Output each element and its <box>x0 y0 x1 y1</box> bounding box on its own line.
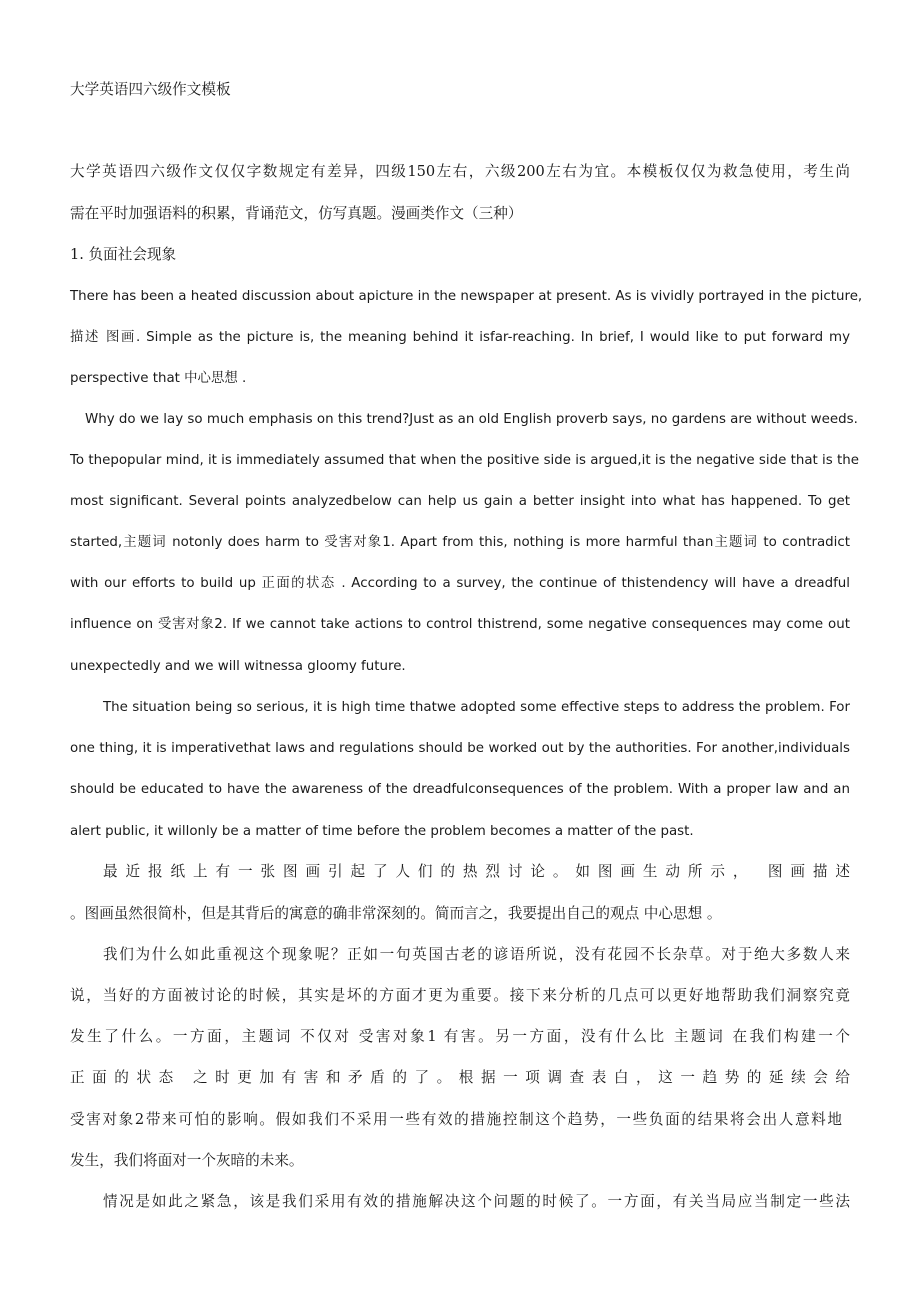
zh-para2-line-2: 说，当好的方面被讨论的时候，其实是坏的方面才更为重要。接下来分析的几点可以更好地帮助我们洞察究竟 <box>70 987 850 1004</box>
en-para1-line-2: 描述 图画. Simple as the picture is, the meaning behind it isfar-reaching. In brief, I would like to put forward my <box>70 330 850 345</box>
en-para2-line-6: influence on 受害对象2. If we cannot take actions to control thistrend, some negative consequences may come out <box>70 617 850 632</box>
zh-para2-line-6: 发生，我们将面对一个灰暗的未来。 <box>70 1152 304 1169</box>
intro-line-1: 大学英语四六级作文仅仅字数规定有差异，四级150左右，六级200左右为宜。本模板仅仅为救急使用，考生尚 <box>70 163 850 180</box>
zh-para2-line-5: 受害对象2带来可怕的影响。假如我们不采用一些有效的措施控制这个趋势，一些负面的结果将会出人意料地 <box>70 1111 842 1128</box>
zh-para1-line-2: 。图画虽然很简朴，但是其背后的寓意的确非常深刻的。简而言之，我要提出自己的观点 中心思想 。 <box>70 905 722 922</box>
en-para2-line-1: Why do we lay so much emphasis on this trend?Just as an old English proverb says, no gardens are without weeds. <box>85 412 858 427</box>
zh-para2-line-4: 正面的状态 之时更加有害和矛盾的了。根据一项调查表白，这一趋势的延续会给 <box>70 1069 850 1086</box>
zh-para2-line-3: 发生了什么。一方面，主题词 不仅对 受害对象1 有害。另一方面，没有什么比 主题词 在我们构建一个 <box>70 1028 850 1045</box>
en-para3-line-2: one thing, it is imperativethat laws and regulations should be worked out by the authorities. For another,individuals <box>70 741 850 756</box>
en-para2-line-7: unexpectedly and we will witnessa gloomy future. <box>70 659 406 674</box>
en-para1-line-1: There has been a heated discussion about apicture in the newspaper at present. As is vividly portrayed in the picture, <box>70 289 863 304</box>
section-heading: 1. 负面社会现象 <box>70 246 177 263</box>
en-para2-line-3: most significant. Several points analyzedbelow can help us gain a better insight into what has happened. To get <box>70 494 850 509</box>
en-para2-line-2: To thepopular mind, it is immediately assumed that when the positive side is argued,it is the negative side that is the <box>70 453 859 468</box>
en-para2-line-5: with our efforts to build up 正面的状态 . According to a survey, the continue of thistendency will have a dreadful <box>70 576 850 591</box>
zh-para3-line-1: 情况是如此之紧急，该是我们采用有效的措施解决这个问题的时候了。一方面，有关当局应当制定一些法 <box>103 1193 850 1210</box>
en-para2-line-4: started,主题词 notonly does harm to 受害对象1. Apart from this, nothing is more harmful than主题词 to contradict <box>70 535 850 550</box>
en-para1-line-3: perspective that 中心思想 . <box>70 371 247 386</box>
intro-line-2: 需在平时加强语料的积累，背诵范文，仿写真题。漫画类作文（三种） <box>70 205 523 222</box>
zh-para1-line-1: 最近报纸上有一张图画引起了人们的热烈讨论。如图画生动所示， 图画描述 <box>103 863 850 880</box>
en-para3-line-4: alert public, it willonly be a matter of time before the problem becomes a matter of the past. <box>70 824 694 839</box>
en-para3-line-3: should be educated to have the awareness of the dreadfulconsequences of the problem. With a proper law and an <box>70 782 850 797</box>
en-para3-line-1: The situation being so serious, it is high time thatwe adopted some effective steps to address the problem. For <box>103 700 850 715</box>
zh-para2-line-1: 我们为什么如此重视这个现象呢？正如一句英国古老的谚语所说，没有花园不长杂草。对于绝大多数人来 <box>103 946 850 963</box>
document-title: 大学英语四六级作文模板 <box>70 81 231 98</box>
